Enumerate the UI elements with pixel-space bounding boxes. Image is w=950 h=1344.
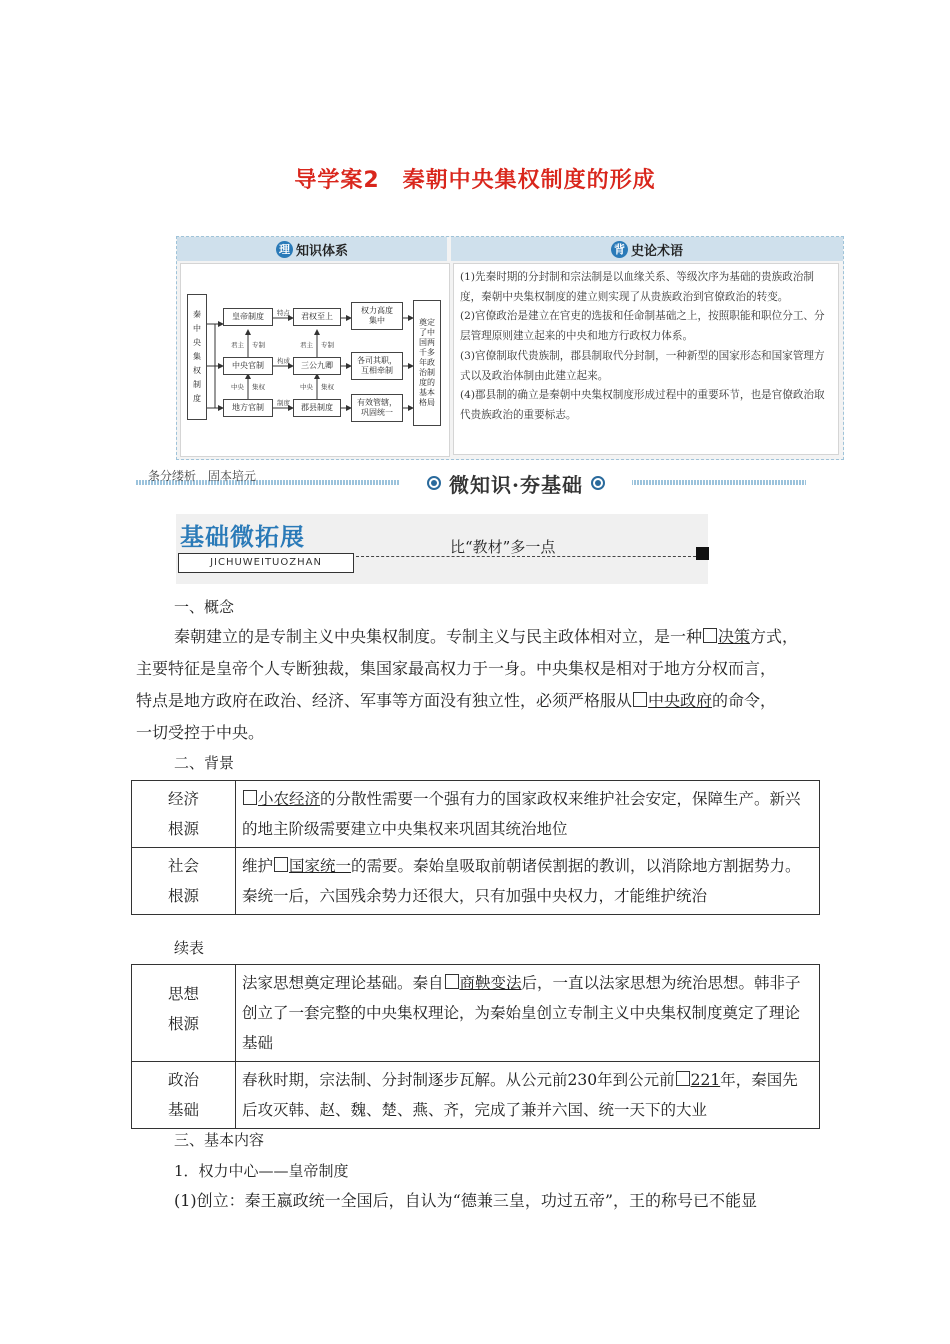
concept-text: 秦朝建立的是专制主义中央集权制度。专制主义与民主政体相对立，是一种 <box>174 627 703 646</box>
row-key: 经济 根源 <box>132 781 236 848</box>
table-row <box>132 965 820 1062</box>
edge-zhuanzhi2-label: 专制 <box>321 341 334 349</box>
root-node: 秦中央集权制度 <box>187 294 207 420</box>
sovereign-node: 君权至上 <box>293 308 341 326</box>
row-key: 政治 基础 <box>132 1062 236 1129</box>
knowledge-panel <box>176 236 844 460</box>
bullet-icon <box>427 476 441 490</box>
edge-jiquan-label: 集权 <box>252 383 265 391</box>
edge-zhongyang2-label: 中央 <box>300 383 313 391</box>
banner-center <box>400 468 632 498</box>
row-value: 小农经济的分散性需要一个强有力的国家政权来维护社会安定，保障生产。新兴的地主阶级需要建立中央集权来巩固其统治地位 <box>236 781 820 848</box>
knowledge-diagram <box>180 263 450 457</box>
bullet-icon <box>591 476 605 490</box>
govern-node: 有效管辖，巩固统一 <box>351 394 403 422</box>
row-value: 维护 国家统一的需要。秦始皇吸取前朝诸侯割据的教训，以消除地方割据势力。秦统一后，六国残余势力还很大，只有加强中央权力，才能维护统治 <box>236 848 820 915</box>
jichu-title: 基础微拓展 <box>180 523 305 551</box>
blank-box-icon <box>445 974 459 989</box>
page-title: 导学案2 秦朝中央集权制度的形成 <box>294 168 656 193</box>
edge-junzhu-label: 君主 <box>231 341 244 349</box>
section-heading-content: 三、基本内容 <box>174 1131 265 1149</box>
section-heading-background: 二、背景 <box>174 754 235 772</box>
edge-junzhu2-label: 君主 <box>300 341 313 349</box>
concept-text: 特点是地方政府在政治、经济、军事等方面没有独立性，必须严格服从 <box>136 691 633 710</box>
edge-zhuanzhi-label: 专制 <box>252 341 265 349</box>
background-table-1 <box>131 780 820 915</box>
edge-zhongyang-label: 中央 <box>231 383 244 391</box>
blank-box-icon <box>703 628 717 643</box>
blank-box-icon <box>274 857 288 872</box>
edge-compose-label: 构成 <box>277 357 290 365</box>
bei-badge: 背 <box>611 241 628 258</box>
answer-small-farmer-economy: 小农经济 <box>258 790 321 808</box>
concept-line-3 <box>136 684 776 718</box>
jichu-pinyin: JICHUWEITUOZHAN <box>178 553 354 573</box>
central-official-node: 中央官制 <box>223 357 273 375</box>
banner-left-text: 条分缕析 固本培元 <box>148 469 257 483</box>
history-terms-header <box>451 237 843 261</box>
blank-box-icon <box>633 692 647 707</box>
concept-text: 方式， <box>750 627 799 646</box>
table-row <box>132 848 820 915</box>
term-3: (3)官僚制取代贵族制，郡县制取代分封制，一种新型的国家形态和国家管理方式以及政治体制由此建立起来。 <box>460 349 825 382</box>
local-official-node: 地方官制 <box>223 399 273 417</box>
subheading-emperor-system: 1．权力中心——皇帝制度 <box>174 1162 349 1180</box>
answer-decision: 决策 <box>718 627 751 646</box>
history-terms-box <box>453 263 839 455</box>
concept-line-2: 主要特征是皇帝个人专断独裁，集国家最高权力于一身。中央集权是相对于地方分权而言， <box>136 659 777 678</box>
background-table-2 <box>131 964 820 1129</box>
term-1: (1)先秦时期的分封制和宗法制是以血缘关系、等级次序为基础的贵族政治制度，秦朝中央集权制度的建立则实现了从贵族政治到官僚政治的转变。 <box>460 271 815 303</box>
table-row <box>132 781 820 848</box>
concept-line-1 <box>174 620 798 654</box>
edge-feature-label: 特点 <box>277 309 290 317</box>
answer-central-government: 中央政府 <box>648 691 713 710</box>
history-terms-label: 史论术语 <box>630 243 683 259</box>
square-icon <box>696 547 709 560</box>
knowledge-system-header <box>177 237 447 261</box>
jichu-tagline: 比“教材”多一点 <box>450 538 556 556</box>
row-value: 法家思想奠定理论基础。秦自 商鞅变法后，一直以法家思想为统治思想。韩非子创立了一套完整的中央集权理论，为秦始皇创立专制主义中央集权制度奠定了理论基础 <box>236 965 820 1062</box>
answer-shang-yang-reform: 商鞅变法 <box>459 974 522 992</box>
row-key: 社会 根源 <box>132 848 236 915</box>
row-value: 春秋时期，宗法制、分封制逐步瓦解。从公元前230年到公元前 221年，秦国先后攻灭韩、赵、魏、楚、燕、齐，完成了兼并六国、统一天下的大业 <box>236 1062 820 1129</box>
term-4: (4)郡县制的确立是秦朝中央集权制度形成过程中的重要环节，也是官僚政治取代贵族政治的重要标志。 <box>460 389 825 421</box>
edge-system-label: 制度 <box>277 399 290 407</box>
edge-jiquan2-label: 集权 <box>321 383 334 391</box>
term-2: (2)官僚政治是建立在官吏的选拔和任命制基础之上，按照职能和职位分工、分层管理原则建立起来的中央和地方行政权力体系。 <box>460 310 825 343</box>
row-key: 思想 根源 <box>132 965 236 1062</box>
concept-text: 的命令， <box>712 691 777 710</box>
section-heading-concept: 一、概念 <box>174 598 235 616</box>
answer-year-221: 221 <box>690 1071 721 1089</box>
content-paragraph: (1)创立：秦王嬴政统一全国后，自认为“德兼三皇，功过五帝”，王的称号已不能显 <box>174 1191 758 1210</box>
duties-node: 各司其职，互相牵制 <box>351 352 403 380</box>
knowledge-system-label: 知识体系 <box>295 243 348 259</box>
banner-title: 微知识·夯基础 <box>449 472 583 497</box>
concept-line-4: 一切受控于中央。 <box>136 723 265 742</box>
sangong-node: 三公九卿 <box>293 357 341 375</box>
result-node: 奠定了中国两千多年政治制度的基本格局 <box>413 300 441 426</box>
emperor-system-node: 皇帝制度 <box>223 308 273 326</box>
blank-box-icon <box>676 1071 690 1086</box>
li-badge: 理 <box>276 241 293 258</box>
table-continued-label: 续表 <box>174 939 205 957</box>
commandery-node: 郡县制度 <box>293 399 341 417</box>
blank-box-icon <box>243 790 257 805</box>
table-row <box>132 1062 820 1129</box>
power-node: 权力高度集中 <box>351 302 403 330</box>
answer-national-unity: 国家统一 <box>289 857 352 875</box>
